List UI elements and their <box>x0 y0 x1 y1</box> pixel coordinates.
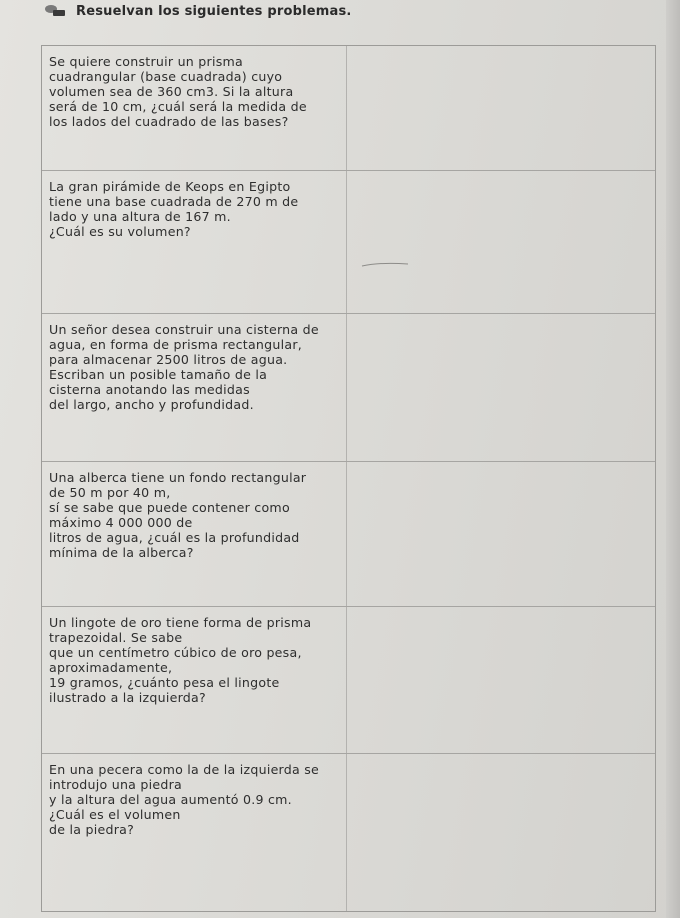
instructions-title: Resuelvan los siguientes problemas. <box>76 4 352 19</box>
problem-text-1: Se quiere construir un prisma cuadrangular (base cuadrada) cuyo volumen sea de 360 cm3. Si la altura será de 10 cm, ¿cuál será la medida de los lados del cuadrado de las bases? <box>49 54 307 129</box>
problem-text-5: Un lingote de oro tiene forma de prisma trapezoidal. Se sabe que un centímetro cúbico de oro pesa, aproximadamente, 19 gramos, ¿cuánto pesa el lingote ilustrado a la izquierda? <box>49 615 312 705</box>
problem-text-6: En una pecera como la de la izquierda se introdujo una piedra y la altura del agua aumentó 0.9 cm. ¿Cuál es el volumen de la piedra? <box>49 762 320 837</box>
problem-text-3: Un señor desea construir una cisterna de agua, en forma de prisma rectangular, para almacenar 2500 litros de agua. Escriban un posible tamaño de la cisterna anotando las medidas del largo, ancho y profundidad. <box>49 322 319 412</box>
problem-row-6 <box>42 754 655 911</box>
problem-text-4: Una alberca tiene un fondo rectangular de 50 m por 40 m, sí se sabe que puede contener como máximo 4 000 000 de litros de agua, ¿cuál es la profundidad mínima de la alberca? <box>49 470 307 560</box>
problem-row-4 <box>42 462 655 607</box>
problem-text-2: La gran pirámide de Keops en Egipto tiene una base cuadrada de 270 m de lado y una altura de 167 m. ¿Cuál es su volumen? <box>49 179 299 239</box>
problem-row-1 <box>42 46 655 171</box>
page-edge-shadow <box>666 0 680 918</box>
problem-row-3 <box>42 314 655 462</box>
problems-table <box>41 45 656 912</box>
pencil-stroke-mark <box>360 258 410 270</box>
pencil-bullet-icon <box>44 4 66 18</box>
problem-row-2 <box>42 171 655 314</box>
problem-row-5 <box>42 607 655 754</box>
